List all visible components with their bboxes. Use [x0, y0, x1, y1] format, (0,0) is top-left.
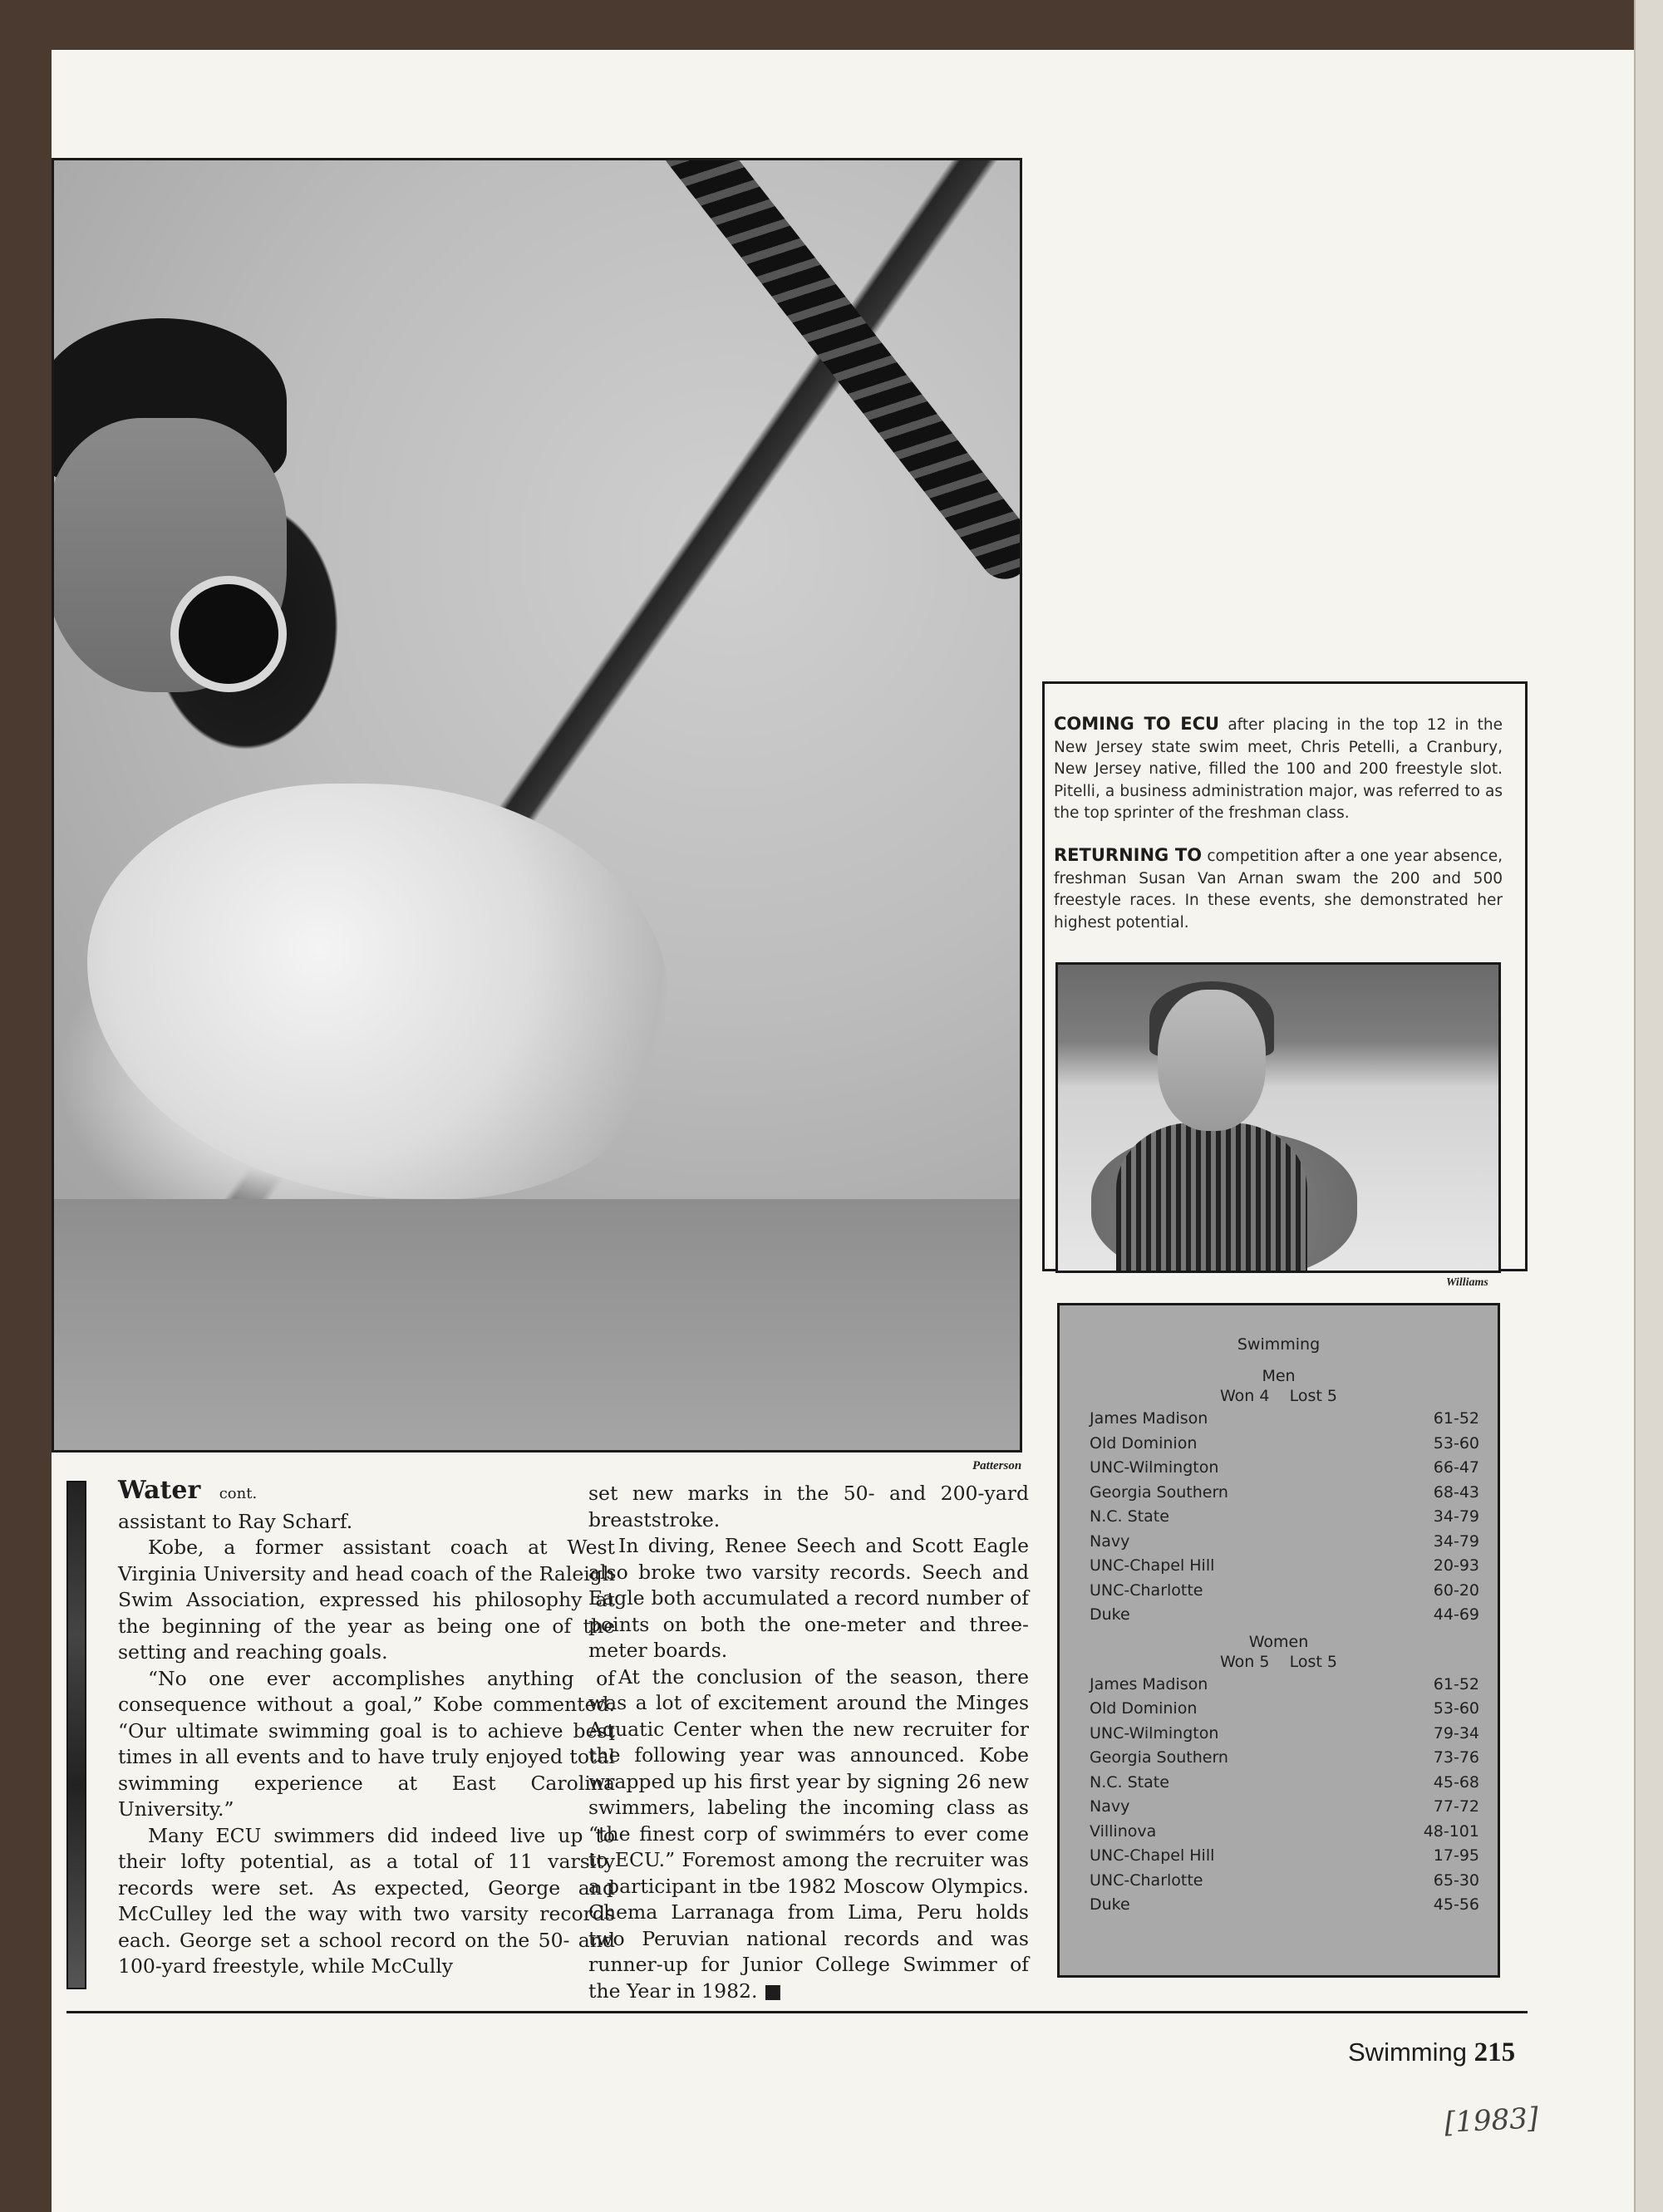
score-row	[1060, 1697, 1498, 1722]
score-row	[1060, 1795, 1498, 1820]
score-row	[1060, 1481, 1498, 1506]
opponent-name: Villinova	[1090, 1821, 1157, 1841]
match-score: 45-68	[1433, 1772, 1479, 1792]
opponent-name: UNC-Wilmington	[1090, 1723, 1219, 1743]
score-row	[1060, 1673, 1498, 1698]
match-score: 53-60	[1433, 1699, 1479, 1718]
small-photo-credit: Williams	[1446, 1276, 1488, 1289]
match-score: 77-72	[1433, 1797, 1479, 1816]
score-row	[1060, 1603, 1498, 1628]
caption-lead: COMING TO ECU	[1054, 714, 1220, 734]
opponent-name: UNC-Chapel Hill	[1090, 1556, 1215, 1575]
article-head: Water	[118, 1476, 201, 1505]
opponent-name: Old Dominion	[1090, 1433, 1198, 1453]
opponent-name: James Madison	[1090, 1674, 1208, 1693]
caption-text: competition after a one year absence, freshman Susan Van Arnan swam the 200 and 500 freestyle races. In these events, she demonstrated her highest potential.	[1054, 848, 1503, 931]
bottom-rule	[66, 2011, 1528, 2013]
caption-returning-to	[1054, 844, 1503, 934]
women-record: Won 5 Lost 5	[1220, 1652, 1337, 1671]
women-results	[1060, 1673, 1498, 1918]
match-score: 45-56	[1433, 1895, 1479, 1914]
caption-lead: RETURNING TO	[1054, 845, 1203, 865]
page-edge	[1634, 0, 1663, 2212]
article-column-2	[588, 1481, 1029, 2004]
score-row	[1060, 1722, 1498, 1747]
opponent-name: James Madison	[1090, 1409, 1208, 1428]
women-label: Women	[1248, 1632, 1309, 1651]
score-row	[1060, 1456, 1498, 1481]
paragraph: set new marks in the 50- and 200-yard breaststroke.	[588, 1482, 1029, 1531]
match-score: 66-47	[1433, 1458, 1479, 1477]
score-row	[1060, 1554, 1498, 1579]
score-row	[1060, 1844, 1498, 1869]
men-record: Won 4 Lost 5	[1220, 1387, 1337, 1405]
score-row	[1060, 1869, 1498, 1894]
folio-section: Swimming	[1348, 2037, 1467, 2067]
lane-rope	[652, 158, 1022, 589]
opponent-name: Georgia Southern	[1090, 1482, 1228, 1502]
score-row	[1060, 1505, 1498, 1530]
score-row	[1060, 1579, 1498, 1604]
paragraph: In diving, Renee Seech and Scott Eagle also broke two varsity records. Seech and Eagle both accumulated a record number of points on both the one-meter and three-meter boards.	[588, 1534, 1029, 1662]
small-swimmer-photo	[1055, 962, 1501, 1273]
caption-text: after placing in the top 12 in the New Jersey state swim meet, Chris Petelli, a Cranbury, New Jersey native, filled the 100 and 200 freestyle slot. Pitelli, a business administration major, was referred to as the top sprinter of the freshman class.	[1054, 716, 1503, 822]
match-score: 79-34	[1433, 1723, 1479, 1743]
main-photo-credit: Patterson	[972, 1459, 1022, 1472]
article-cont: cont.	[219, 1485, 258, 1502]
opponent-name: Old Dominion	[1090, 1699, 1198, 1718]
match-score: 20-93	[1433, 1556, 1479, 1575]
cropped-photo-strip	[66, 1481, 86, 1989]
score-row	[1060, 1746, 1498, 1771]
match-score: 61-52	[1433, 1674, 1479, 1693]
opponent-name: UNC-Charlotte	[1090, 1580, 1203, 1600]
opponent-name: N.C. State	[1090, 1507, 1169, 1526]
score-row	[1060, 1893, 1498, 1918]
match-score: 61-52	[1433, 1409, 1479, 1428]
men-results	[1060, 1407, 1498, 1628]
match-score: 65-30	[1433, 1870, 1479, 1890]
opponent-name: Duke	[1090, 1605, 1130, 1624]
match-score: 44-69	[1433, 1605, 1479, 1624]
match-score: 53-60	[1433, 1433, 1479, 1453]
opponent-name: Duke	[1090, 1895, 1130, 1914]
score-row	[1060, 1407, 1498, 1432]
opponent-name: Navy	[1090, 1797, 1130, 1816]
scoreboard-title: Swimming	[1237, 1335, 1321, 1354]
swimmer-mouth	[170, 576, 287, 692]
pool-water	[54, 1199, 1022, 1453]
match-score: 60-20	[1433, 1580, 1479, 1600]
caption-coming-to-ecu	[1054, 713, 1503, 825]
folio	[1348, 2037, 1515, 2068]
paragraph: Many ECU swimmers did indeed live up to their lofty potential, as a total of 11 varsity records were set. As expected, George and McCulley led the way with two varsity records each. George set a school record on the 50- and 100-yard freestyle, while McCully	[118, 1823, 615, 1978]
water-splash	[87, 784, 669, 1199]
paragraph: assistant to Ray Scharf.	[118, 1509, 353, 1533]
opponent-name: UNC-Wilmington	[1090, 1458, 1219, 1477]
scoreboard	[1057, 1303, 1500, 1978]
opponent-name: UNC-Charlotte	[1090, 1870, 1203, 1890]
paragraph: Kobe, a former assistant coach at West Virginia University and head coach of the Raleigh Swim Association, expressed his philosophy at the beginning of the year as being one of the setting and reaching goals.	[118, 1536, 615, 1664]
opponent-name: Georgia Southern	[1090, 1748, 1228, 1767]
paragraph: At the conclusion of the season, there was a lot of excitement around the Minges Aquatic Center when the new recruiter for the following year was announced. Kobe wrapped up his first year by signing 26 new swimmers, labeling the incoming class as “the finest corp of swimmérs to ever come to ECU.” Foremost among the recruiter was a participant in tbe 1982 Moscow Olympics. Chema Larranaga from Lima, Peru holds two Peruvian national records and was runner-up for Junior College Swimmer of the Year in 1982. ■	[588, 1664, 1029, 2003]
article-column-1	[118, 1477, 615, 1980]
opponent-name: N.C. State	[1090, 1772, 1169, 1792]
match-score: 34-79	[1433, 1531, 1479, 1551]
men-label: Men	[1262, 1367, 1296, 1385]
match-score: 48-101	[1423, 1821, 1479, 1841]
score-row	[1060, 1771, 1498, 1796]
match-score: 34-79	[1433, 1507, 1479, 1526]
swimsuit	[1116, 1123, 1307, 1273]
score-row	[1060, 1820, 1498, 1845]
handwritten-year: [1983]	[1444, 2101, 1540, 2140]
opponent-name: UNC-Chapel Hill	[1090, 1846, 1215, 1865]
folio-page: 215	[1474, 2037, 1516, 2067]
score-row	[1060, 1530, 1498, 1555]
paragraph: “No one ever accomplishes anything of consequence without a goal,” Kobe commented. “Our ultimate swimming goal is to achieve best times in all events and to have truly enjoyed total swimming experience at East Carolina University.”	[118, 1666, 615, 1821]
score-row	[1060, 1432, 1498, 1457]
swimmer-head	[1158, 990, 1266, 1131]
opponent-name: Navy	[1090, 1531, 1130, 1551]
match-score: 68-43	[1433, 1482, 1479, 1502]
match-score: 73-76	[1433, 1748, 1479, 1767]
main-swimmer-photo	[52, 158, 1022, 1453]
match-score: 17-95	[1433, 1846, 1479, 1865]
